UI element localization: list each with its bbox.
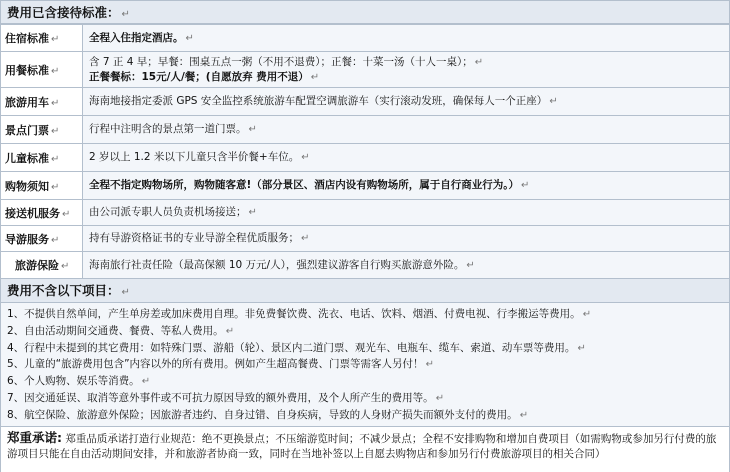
row-label: 旅游保险 ↵ [1,252,83,279]
list-item: 7、因交通延误、取消等意外事件或不可抗力原因导致的额外费用，及个人所产生的费用等。 ↵ [7,391,445,404]
list-item: 8、航空保险、旅游意外保险；因旅游者违约、自身过错、自身疾病，导致的人身财产损失而额外支付的费用。 ↵ [7,408,529,421]
row-content: 海南旅行社责任险（最高保额 10 万元/人），强烈建议游客自行购买旅游意外险。 ↵ [83,252,730,279]
row-content: 全程不指定购物场所，购物随客意!（部分景区、酒店内设有购物场所，属于自行商业行为。） ↵ [83,172,730,200]
table-row [1,200,730,226]
row-content: 含 7 正 4 早；早餐：围桌五点一粥（不用不退费）；正餐：十菜一汤（十人一桌）； ↵ 正餐餐标：15元/人/餐；(自愿放弃 费用不退） ↵ [83,52,730,88]
included-table [0,24,730,279]
table-row [1,88,730,116]
row-label: 购物须知 ↵ [1,172,83,200]
row-content: 全程入住指定酒店。 ↵ [83,25,730,52]
excluded-list [0,303,730,426]
row-label: 接送机服务 ↵ [1,200,83,226]
table-row [1,252,730,279]
list-item: 4、行程中未提到的其它费用：如特殊门票、游船（轮）、景区内二道门票、观光车、电瓶车、缆车、索道、动车票等费用。 ↵ [7,341,586,354]
table-row [1,52,730,88]
row-content: 行程中注明含的景点第一道门票。 ↵ [83,116,730,144]
row-label: 旅游用车 ↵ [1,88,83,116]
included-heading-text: 费用已含接待标准： [7,5,120,20]
row-content: 2 岁以上 1.2 米以下儿童只含半价餐+车位。 ↵ [83,144,730,172]
list-item: 5、儿童的“旅游费用包含”内容以外的所有费用。例如产生超高餐费、门票等需客人另付！ ↵ [7,358,434,371]
commitment-text: 郑重品质承诺打造行业规范：绝不更换景点；不压缩游览时间；不减少景点；全程不安排购物和增加自费项目（如需购物或参加另行付费的旅游项目只能在自由活动期间安排，并和旅游者协商一致，同时在当地补签以上自愿去购物店和参加另行付费旅游项目的相关合同） [7,432,717,460]
row-label: 用餐标准 ↵ [1,52,83,88]
row-label: 住宿标准 ↵ [1,25,83,52]
commitment-heading: 郑重承诺: [7,429,62,445]
table-row [1,116,730,144]
row-label: 儿童标准 ↵ [1,144,83,172]
row-content: 海南地接指定委派 GPS 安全监控系统旅游车配置空调旅游车（实行滚动发班，确保每人一个正座） ↵ [83,88,730,116]
row-content: 由公司派专职人员负责机场接送； ↵ [83,200,730,226]
table-row [1,25,730,52]
list-item: 1、不提供自然单间，产生单房差或加床费用自理。非免费餐饮费、洗衣、电话、饮料、烟酒、付费电视、行李搬运等费用。 ↵ [7,308,592,320]
row-label: 导游服务 ↵ [1,226,83,252]
row-label: 景点门票 ↵ [1,116,83,144]
table-row [1,226,730,252]
excluded-heading [0,279,730,303]
list-item: 2、自由活动期间交通费、餐费、等私人费用。 ↵ [7,324,235,337]
paragraph-mark: ↵ [121,9,130,20]
paragraph-mark: ↵ [121,287,130,298]
row-content: 持有导游资格证书的专业导游全程优质服务； ↵ [83,226,730,252]
included-heading [0,0,730,24]
table-row [1,144,730,172]
excluded-heading-text: 费用不含以下项目： [7,283,120,298]
table-row [1,172,730,200]
commitment-note [0,426,730,472]
list-item: 6、个人购物、娱乐等消费。 ↵ [7,375,151,388]
